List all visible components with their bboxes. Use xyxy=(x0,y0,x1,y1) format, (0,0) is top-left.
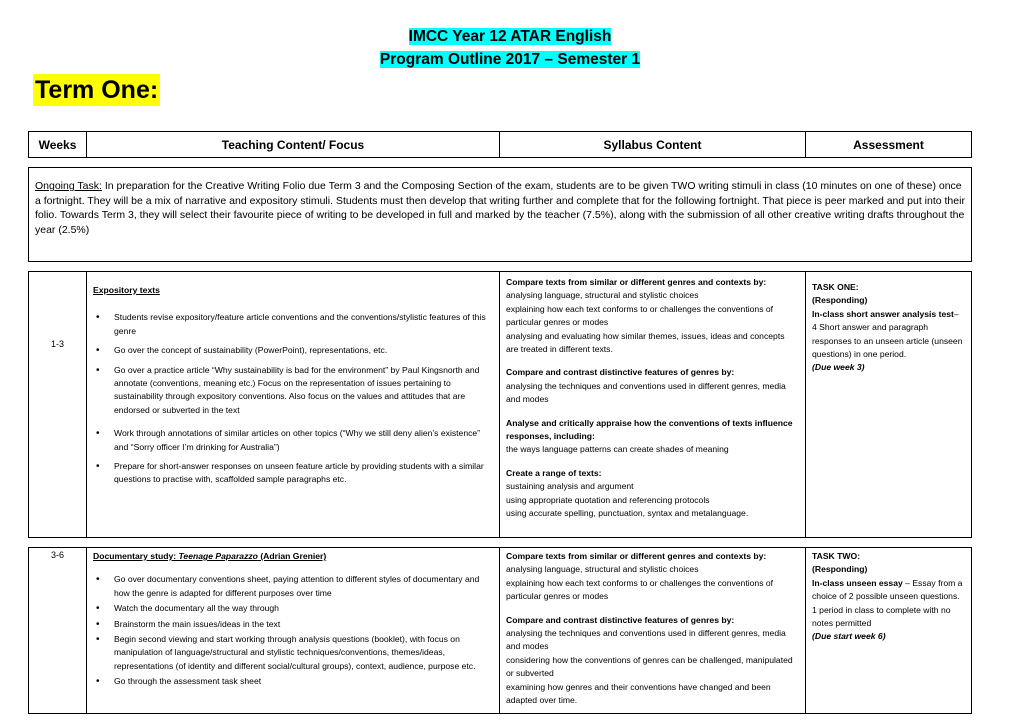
list-item: • Begin second viewing and start working through analysis questions (booklet), with focus on manipulation of language/structural and stylistic techniques/conventions, themes/ideas, representations (of identity and different social/cultural groups), context, audience, purpose etc. xyxy=(114,633,493,673)
doc-subtitle: Program Outline 2017 – Semester 1 xyxy=(379,51,641,68)
syllabus-heading: Compare and contrast distinctive features of genres by: xyxy=(506,614,735,625)
weeks-cell: 1-3 xyxy=(50,339,64,349)
list-item: • Work through annotations of similar articles on other topics (“Why we still deny alien’s existence” and “Sorry officer I’m drinking for Australia”) xyxy=(114,427,493,454)
syllabus-heading: Compare and contrast distinctive features of genres by: xyxy=(506,367,735,378)
col-assessment: Assessment xyxy=(806,132,972,158)
table-row xyxy=(29,272,972,538)
ongoing-task-label: Ongoing Task: xyxy=(35,180,102,192)
syllabus-line: sustaining analysis and argument xyxy=(506,481,634,492)
syllabus-line: examining how genres and their conventions have changed and been adapted over time. xyxy=(506,681,771,706)
syllabus-line: explaining how each text conforms to or challenges the conventions of particular genres or modes xyxy=(506,577,774,602)
assessment-type: (Responding) xyxy=(812,295,868,306)
syllabus-line: using accurate spelling, punctuation, syntax and metalanguage. xyxy=(506,508,749,519)
assessment-text: – Essay from a choice of 2 possible unseen questions. 1 period in class to complete with no notes permitted xyxy=(812,577,963,629)
list-item: • Go over a practice article “Why sustainability is bad for the environment” by Paul Kingsnorth and annotate (conventions, meaning etc.) Focus on the representation of issues pertaining to sustainability through expository conventions. Also focus on the values and attitudes that are endorsed or subverted in the text xyxy=(114,364,493,418)
focus-title: Documentary study: Teenage Paparazzo (Adrian Grenier) xyxy=(93,551,327,561)
syllabus-line: considering how the conventions of genres can be challenged, manipulated or subverted xyxy=(506,654,793,679)
assessment-task: TASK ONE: xyxy=(812,282,859,292)
syllabus-line: using appropriate quotation and referencing protocols xyxy=(506,494,710,505)
program-table xyxy=(28,131,972,714)
list-item: • Go through the assessment task sheet xyxy=(114,675,493,688)
list-item: • Prepare for short-answer responses on unseen feature article by providing students with a similar questions to practise with, scaffolded sample paragraphs etc. xyxy=(114,460,493,487)
assessment-due: (Due week 3) xyxy=(812,362,865,373)
ongoing-task-row xyxy=(29,168,972,262)
syllabus-line: analysing language, structural and stylistic choices xyxy=(506,290,699,301)
syllabus-line: analysing the techniques and conventions used in different genres, media and modes xyxy=(506,380,786,405)
assessment-lead: In-class unseen essay xyxy=(812,577,903,588)
assessment-cell xyxy=(806,548,972,714)
syllabus-heading: Compare texts from similar or different genres and contexts by: xyxy=(506,277,767,287)
weeks-cell: 3-6 xyxy=(50,550,64,560)
assessment-type: (Responding) xyxy=(812,564,868,575)
header-row xyxy=(29,132,972,158)
assessment-text: – 4 Short answer and paragraph responses to an unseen article (unseen questions) in one period. xyxy=(812,308,963,360)
focus-title: Expository texts xyxy=(93,285,160,295)
syllabus-heading: Create a range of texts: xyxy=(506,467,602,478)
syllabus-line: analysing and evaluating how similar themes, issues, ideas and concepts are treated in different texts. xyxy=(506,330,785,355)
syllabus-cell xyxy=(500,548,806,714)
assessment-lead: In-class short answer analysis test xyxy=(812,308,954,319)
list-item: • Go over documentary conventions sheet, paying attention to different styles of documentary and how the genre is adapted for different purposes over time xyxy=(114,573,493,600)
syllabus-line: the ways language patterns can create shades of meaning xyxy=(506,444,729,455)
assessment-due: (Due start week 6) xyxy=(812,631,886,642)
doc-title: IMCC Year 12 ATAR English xyxy=(408,28,612,45)
syllabus-line: explaining how each text conforms to or challenges the conventions of particular genres or modes xyxy=(506,303,774,328)
assessment-cell xyxy=(806,272,972,538)
syllabus-heading: Analyse and critically appraise how the conventions of texts influence responses, including: xyxy=(506,417,793,442)
syllabus-line: analysing the techniques and conventions used in different genres, media and modes xyxy=(506,628,786,652)
list-item: • Students revise expository/feature article conventions and the conventions/stylistic features of this genre xyxy=(114,311,493,338)
syllabus-line: analysing language, structural and stylistic choices xyxy=(506,564,699,575)
ongoing-task-text: In preparation for the Creative Writing Folio due Term 3 and the Composing Section of the exam, students are to be given TWO writing stimuli in class (10 minutes on one of these) once a fortnight. They will be a mix of narrative and expository stimuli. Students must then develop that writing further and complete that for the following fortnight. That piece is peer marked and put into their folio. Towards Term 3, they will select their favourite piece of writing to be developed in full and marked by the teacher (7.5%), along with the submission of all other creative writing drafts throughout the year (2.5%) xyxy=(35,180,965,236)
syllabus-cell xyxy=(500,272,806,538)
col-focus: Teaching Content/ Focus xyxy=(87,132,500,158)
col-weeks: Weeks xyxy=(29,132,87,158)
list-item: • Brainstorm the main issues/ideas in the text xyxy=(114,618,493,631)
assessment-task: TASK TWO: xyxy=(812,551,861,561)
list-item: • Go over the concept of sustainability (PowerPoint), representations, etc. xyxy=(114,344,493,357)
list-item: • Watch the documentary all the way through xyxy=(114,602,493,615)
table-row xyxy=(29,548,972,714)
term-heading: Term One: xyxy=(35,76,159,104)
syllabus-heading: Compare texts from similar or different genres and contexts by: xyxy=(506,551,767,561)
focus-cell xyxy=(87,548,500,714)
focus-cell xyxy=(87,272,500,538)
col-syllabus: Syllabus Content xyxy=(500,132,806,158)
